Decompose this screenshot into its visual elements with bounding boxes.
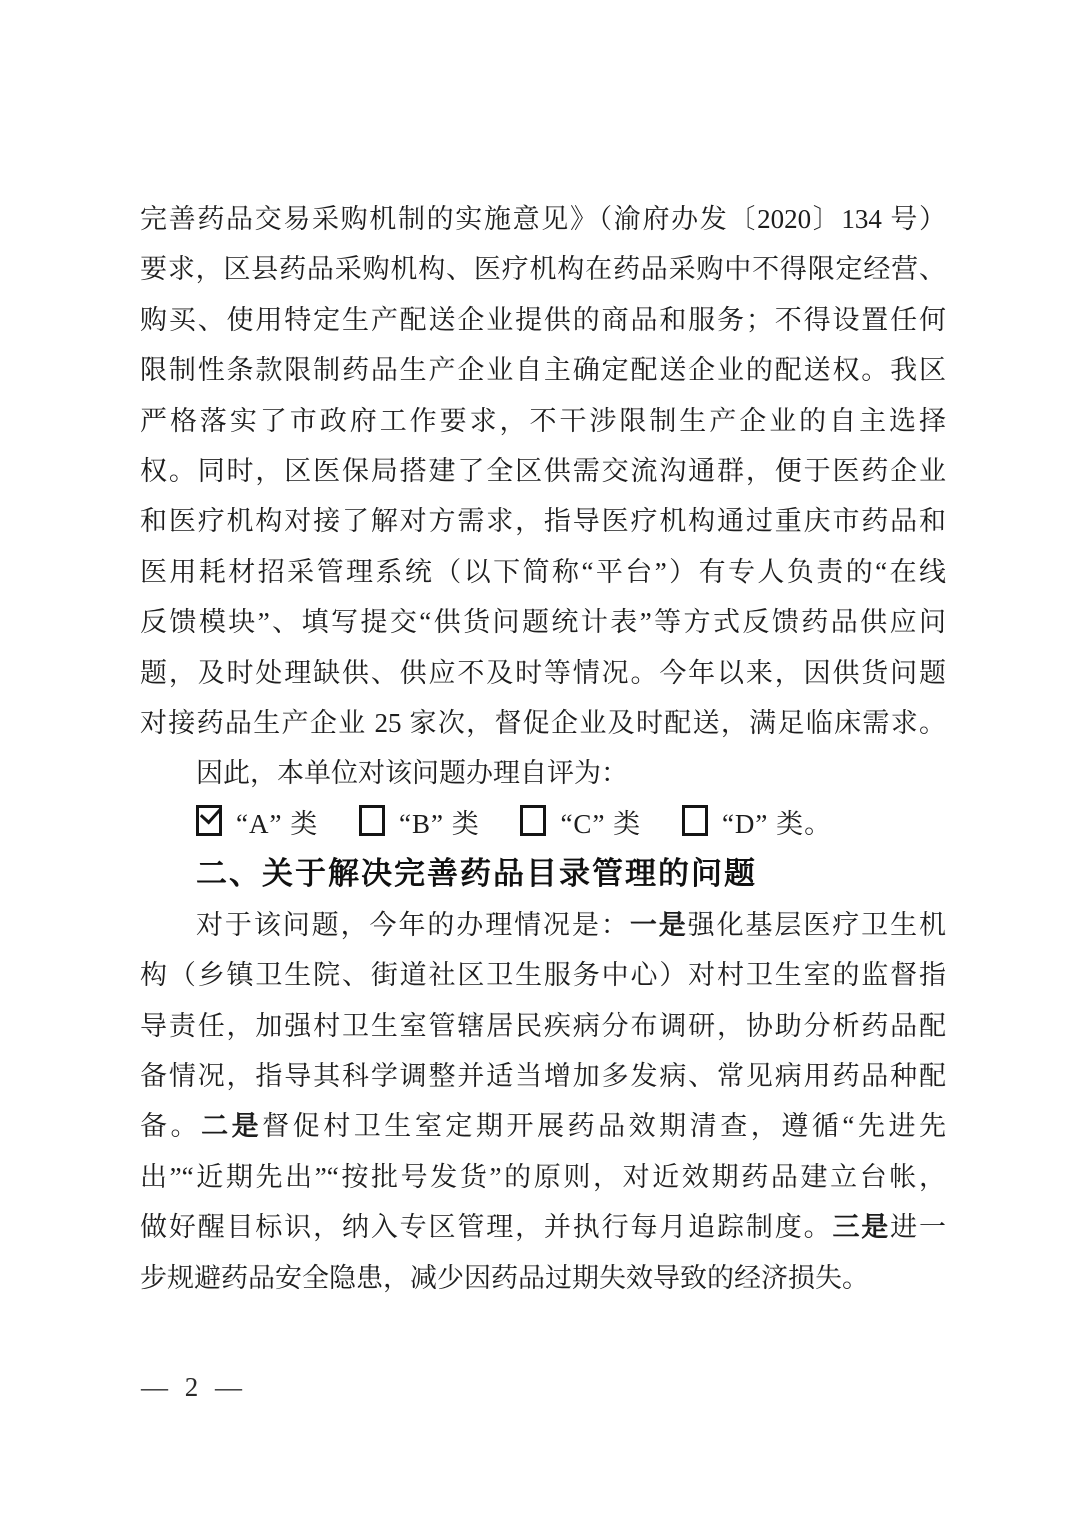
option-a (196, 809, 325, 839)
paragraph-continuation: 完善药品交易采购机制的实施意见》（渝府办发〔2020〕134 号） 要求，区县药品采购机构、医疗机构在药品采购中不得限定经营、 购买、使用特定生产配送企业提供的商品和服务；不得设置任何 限制性条款限制药品生产企业自主确定配送企业的配送权。我区 严格落实了市政府工作要求，不干涉限制生产企业的自主选择 权。同时，区医保局搭建了全区供需交流沟通群，便于医药企业 和医疗机构对接了解对方需求，指导医疗机构通过重庆市药品和 医用耗材招采管理系统（以下简称“平台”）有专人负责的“在线 反馈模块”、填写提交“供货问题统计表”等方式反馈药品供应问 题，及时处理缺供、供应不及时等情况。今年以来，因供货问题 对接药品生产企业 25 家次，督促企业及时配送，满足临床需求。 (140, 204, 946, 739)
checkbox-empty-icon (359, 805, 385, 836)
section-2-heading: 二、关于解决完善药品目录管理的问题 (196, 856, 757, 892)
self-assessment-intro: 因此，本单位对该问题办理自评为： (196, 758, 628, 789)
option-c-label: “C” 类 (560, 808, 642, 839)
checkbox-checked-icon (196, 805, 222, 836)
option-b-label: “B” 类 (398, 808, 480, 839)
self-assessment-options (140, 799, 946, 849)
option-a-label: “A” 类 (236, 808, 319, 839)
document-body (140, 194, 946, 1303)
option-b (359, 809, 486, 839)
checkbox-empty-icon (520, 805, 546, 836)
option-d (682, 809, 832, 839)
option-c (520, 809, 647, 839)
section-2-paragraph: 对于该问题，今年的办理情况是：一是强化基层医疗卫生机 构（乡镇卫生院、街道社区卫生服务中心）对村卫生室的监督指 导责任，加强村卫生室管辖居民疾病分布调研，协助分析药品配 备情况，指导其科学调整并适当增加多发病、常见病用药品种配 备。二是督促村卫生室定期开展药品效期清查，遵循“先进先 出”“近期先出”“按批号发货”的原则，对近效期药品建立台帐， 做好醒目标识，纳入专区管理，并执行每月追踪制度。三是进一 步规避药品安全隐患，减少因药品过期失效导致的经济损失。 (140, 909, 947, 1293)
option-d-label: “D” 类。 (721, 808, 833, 839)
checkbox-empty-icon (682, 805, 708, 836)
page-number: — 2 — (141, 1372, 243, 1402)
